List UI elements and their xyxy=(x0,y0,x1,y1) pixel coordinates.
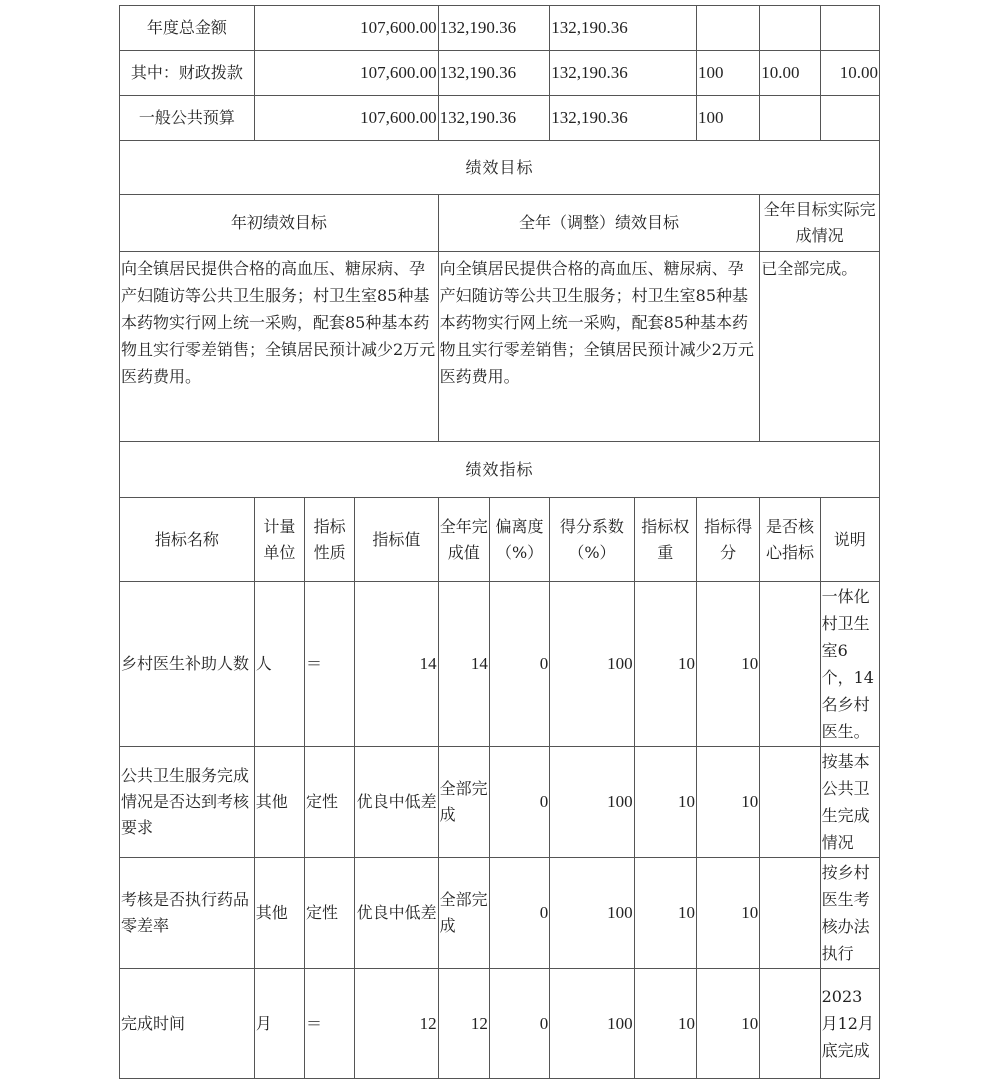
indicator-target: 14 xyxy=(355,582,438,747)
budget-adjusted: 132,190.36 xyxy=(438,6,550,51)
indicator-actual: 全部完成 xyxy=(438,747,489,858)
budget-rate: 100 xyxy=(696,96,759,141)
budget-row xyxy=(120,96,880,141)
header-name: 指标名称 xyxy=(120,498,255,582)
indicator-nature: ＝ xyxy=(304,969,354,1079)
indicator-name: 考核是否执行药品零差率 xyxy=(120,858,255,969)
indicator-note: 一体化村卫生室6个，14名乡村医生。 xyxy=(820,582,879,747)
header-deviation: 偏离度（%） xyxy=(489,498,549,582)
budget-executed: 132,190.36 xyxy=(550,6,697,51)
indicator-name: 完成时间 xyxy=(120,969,255,1079)
indicator-name: 乡村医生补助人数 xyxy=(120,582,255,747)
table-row xyxy=(120,969,880,1079)
budget-adjusted: 132,190.36 xyxy=(438,96,550,141)
header-target: 指标值 xyxy=(355,498,438,582)
indicator-target: 12 xyxy=(355,969,438,1079)
indicator-score: 10 xyxy=(696,747,759,858)
header-unit: 计量单位 xyxy=(254,498,304,582)
budget-row xyxy=(120,6,880,51)
indicator-note: 按基本公共卫生完成情况 xyxy=(820,747,879,858)
indicator-core xyxy=(760,858,820,969)
budget-rate xyxy=(696,6,759,51)
table-row xyxy=(120,747,880,858)
indicator-score: 10 xyxy=(696,858,759,969)
performance-table xyxy=(119,5,880,1079)
indicator-nature: 定性 xyxy=(304,858,354,969)
goals-actual-text: 已全部完成。 xyxy=(760,252,880,442)
indicator-deviation: 0 xyxy=(489,747,549,858)
budget-initial: 107,600.00 xyxy=(254,96,438,141)
header-nature: 指标性质 xyxy=(304,498,354,582)
indicators-header-row xyxy=(120,498,880,582)
indicator-coef: 100 xyxy=(550,858,634,969)
indicator-weight: 10 xyxy=(634,747,696,858)
indicator-score: 10 xyxy=(696,969,759,1079)
indicator-actual: 12 xyxy=(438,969,489,1079)
header-note: 说明 xyxy=(820,498,879,582)
indicator-weight: 10 xyxy=(634,969,696,1079)
table-row xyxy=(120,858,880,969)
header-actual: 全年完成值 xyxy=(438,498,489,582)
indicator-score: 10 xyxy=(696,582,759,747)
header-weight: 指标权重 xyxy=(634,498,696,582)
indicator-unit: 月 xyxy=(254,969,304,1079)
budget-name: 一般公共预算 xyxy=(120,96,255,141)
goals-adjusted-text: 向全镇居民提供合格的高血压、糖尿病、孕产妇随访等公共卫生服务；村卫生室85种基本药物实行网上统一采购，配套85种基本药物且实行零差销售；全镇居民预计减少2万元医药费用。 xyxy=(438,252,760,442)
budget-initial: 107,600.00 xyxy=(254,51,438,96)
goals-header-actual: 全年目标实际完成情况 xyxy=(760,195,880,252)
header-coef: 得分系数（%） xyxy=(550,498,634,582)
goals-initial-text: 向全镇居民提供合格的高血压、糖尿病、孕产妇随访等公共卫生服务；村卫生室85种基本药物实行网上统一采购，配套85种基本药物且实行零差销售；全镇居民预计减少2万元医药费用。 xyxy=(120,252,439,442)
budget-rate: 100 xyxy=(696,51,759,96)
indicator-unit: 其他 xyxy=(254,858,304,969)
budget-row xyxy=(120,51,880,96)
budget-weight xyxy=(760,96,820,141)
indicator-core xyxy=(760,582,820,747)
budget-weight xyxy=(760,6,820,51)
budget-adjusted: 132,190.36 xyxy=(438,51,550,96)
indicator-name: 公共卫生服务完成情况是否达到考核要求 xyxy=(120,747,255,858)
indicator-deviation: 0 xyxy=(489,969,549,1079)
indicator-coef: 100 xyxy=(550,969,634,1079)
budget-name: 其中：财政拨款 xyxy=(120,51,255,96)
indicator-note: 2023月12月底完成 xyxy=(820,969,879,1079)
goals-header-adjusted: 全年（调整）绩效目标 xyxy=(438,195,760,252)
indicator-deviation: 0 xyxy=(489,858,549,969)
budget-weight: 10.00 xyxy=(760,51,820,96)
indicator-target: 优良中低差 xyxy=(355,858,438,969)
indicator-unit: 其他 xyxy=(254,747,304,858)
budget-executed: 132,190.36 xyxy=(550,96,697,141)
indicator-unit: 人 xyxy=(254,582,304,747)
table-row xyxy=(120,582,880,747)
indicator-weight: 10 xyxy=(634,582,696,747)
indicator-actual: 14 xyxy=(438,582,489,747)
indicator-weight: 10 xyxy=(634,858,696,969)
budget-score: 10.00 xyxy=(820,51,879,96)
indicators-section-title: 绩效指标 xyxy=(120,442,880,498)
budget-initial: 107,600.00 xyxy=(254,6,438,51)
budget-score xyxy=(820,96,879,141)
goals-section-title: 绩效目标 xyxy=(120,141,880,195)
budget-executed: 132,190.36 xyxy=(550,51,697,96)
indicator-note: 按乡村医生考核办法执行 xyxy=(820,858,879,969)
indicator-target: 优良中低差 xyxy=(355,747,438,858)
header-core: 是否核心指标 xyxy=(760,498,820,582)
indicator-deviation: 0 xyxy=(489,582,549,747)
indicator-core xyxy=(760,747,820,858)
indicator-actual: 全部完成 xyxy=(438,858,489,969)
goals-header-initial: 年初绩效目标 xyxy=(120,195,439,252)
indicator-nature: ＝ xyxy=(304,582,354,747)
indicator-core xyxy=(760,969,820,1079)
budget-name: 年度总金额 xyxy=(120,6,255,51)
header-score: 指标得分 xyxy=(696,498,759,582)
budget-score xyxy=(820,6,879,51)
indicator-nature: 定性 xyxy=(304,747,354,858)
indicator-coef: 100 xyxy=(550,747,634,858)
indicator-coef: 100 xyxy=(550,582,634,747)
